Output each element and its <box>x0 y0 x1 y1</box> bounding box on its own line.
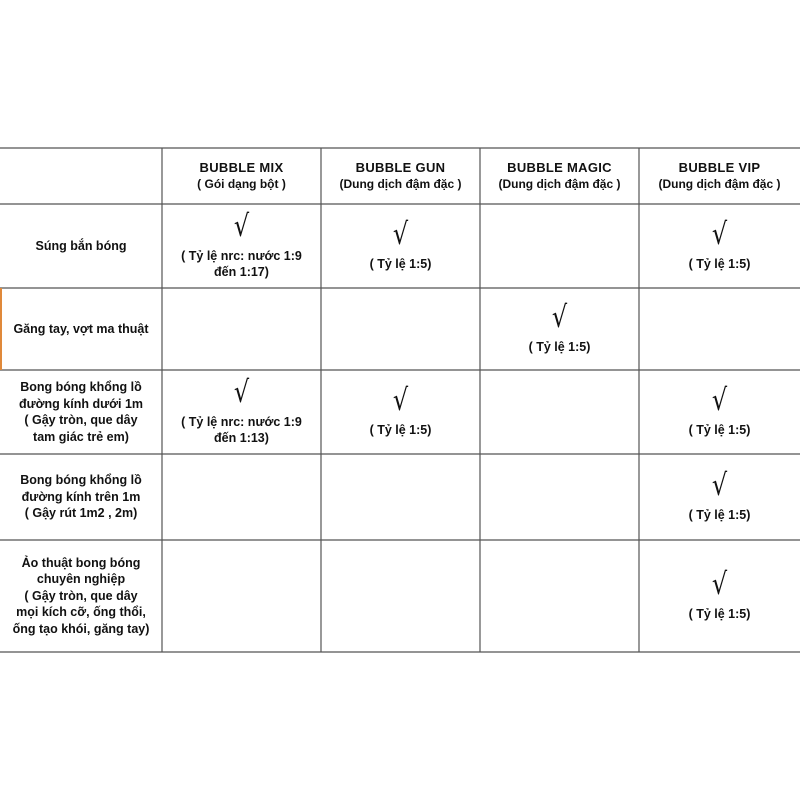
ratio-text: ( Tỷ lệ 1:5) <box>369 423 432 437</box>
table-cell <box>639 370 800 454</box>
table-cell <box>480 454 639 540</box>
column-header-subtitle: (Dung dịch đậm đặc ) <box>498 177 621 191</box>
row-label-text: Găng tay, vợt ma thuật <box>13 321 149 336</box>
row-label-text: Bong bóng khổng lồ đường kính trên 1m ( Gậy rút 1m2 , 2m) <box>20 473 142 521</box>
column-header <box>321 148 480 204</box>
column-header-name: BUBBLE VIP <box>678 160 761 175</box>
row-label <box>0 454 162 540</box>
column-header <box>639 148 800 204</box>
table-cell <box>321 370 480 454</box>
column-header <box>162 148 321 204</box>
ratio-text: ( Tỷ lệ 1:5) <box>528 340 591 354</box>
ratio-text: ( Tỷ lệ 1:5) <box>688 423 751 437</box>
table-cell <box>162 370 321 454</box>
table-cell <box>321 204 480 288</box>
table-cell <box>162 204 321 288</box>
column-header-subtitle: ( Gói dạng bột ) <box>197 177 286 191</box>
row-label-text: Bong bóng khổng lồ đường kính dưới 1m ( Gậy tròn, que dây tam giác trẻ em) <box>18 380 144 444</box>
table-cell <box>480 540 639 652</box>
check-mark-icon: √ <box>233 209 250 244</box>
table-cell <box>162 288 321 370</box>
table-cell <box>480 288 639 370</box>
table-cell <box>321 540 480 652</box>
row-label <box>0 288 162 370</box>
table-cell <box>639 204 800 288</box>
table-cell <box>639 454 800 540</box>
row-label <box>0 204 162 288</box>
table-cell <box>162 540 321 652</box>
column-header-subtitle: (Dung dịch đậm đặc ) <box>339 177 462 191</box>
check-mark-icon: √ <box>392 383 409 418</box>
ratio-text: ( Tỷ lệ 1:5) <box>688 508 751 522</box>
check-mark-icon: √ <box>233 375 250 410</box>
row-label-text: Ảo thuật bong bóng chuyên nghiệp ( Gậy tròn, que dây mọi kích cỡ, ống thổi, ống tạo khói, găng tay) <box>12 555 150 636</box>
ratio-text: ( Tỷ lệ nrc: nước 1:9 đến 1:17) <box>181 249 302 279</box>
table-cell <box>321 288 480 370</box>
table-cell <box>639 288 800 370</box>
row-label <box>0 370 162 454</box>
column-header-name: BUBBLE MAGIC <box>507 160 612 175</box>
column-header-name: BUBBLE MIX <box>199 160 284 175</box>
ratio-text: ( Tỷ lệ nrc: nước 1:9 đến 1:13) <box>181 415 302 445</box>
check-mark-icon: √ <box>711 383 728 418</box>
column-header-subtitle: (Dung dịch đậm đặc ) <box>658 177 781 191</box>
check-mark-icon: √ <box>392 217 409 252</box>
table-cell <box>162 454 321 540</box>
check-mark-icon: √ <box>551 300 568 335</box>
table-cell <box>639 540 800 652</box>
ratio-text: ( Tỷ lệ 1:5) <box>688 607 751 621</box>
ratio-text: ( Tỷ lệ 1:5) <box>688 257 751 271</box>
ratio-text: ( Tỷ lệ 1:5) <box>369 257 432 271</box>
row-label-text: Súng bắn bóng <box>35 238 127 253</box>
check-mark-icon: √ <box>711 468 728 503</box>
check-mark-icon: √ <box>711 567 728 602</box>
table-cell <box>321 454 480 540</box>
table-cell <box>480 370 639 454</box>
table-cell <box>480 204 639 288</box>
row-label <box>0 540 162 652</box>
column-header <box>480 148 639 204</box>
check-mark-icon: √ <box>711 217 728 252</box>
column-header-name: BUBBLE GUN <box>355 160 446 175</box>
